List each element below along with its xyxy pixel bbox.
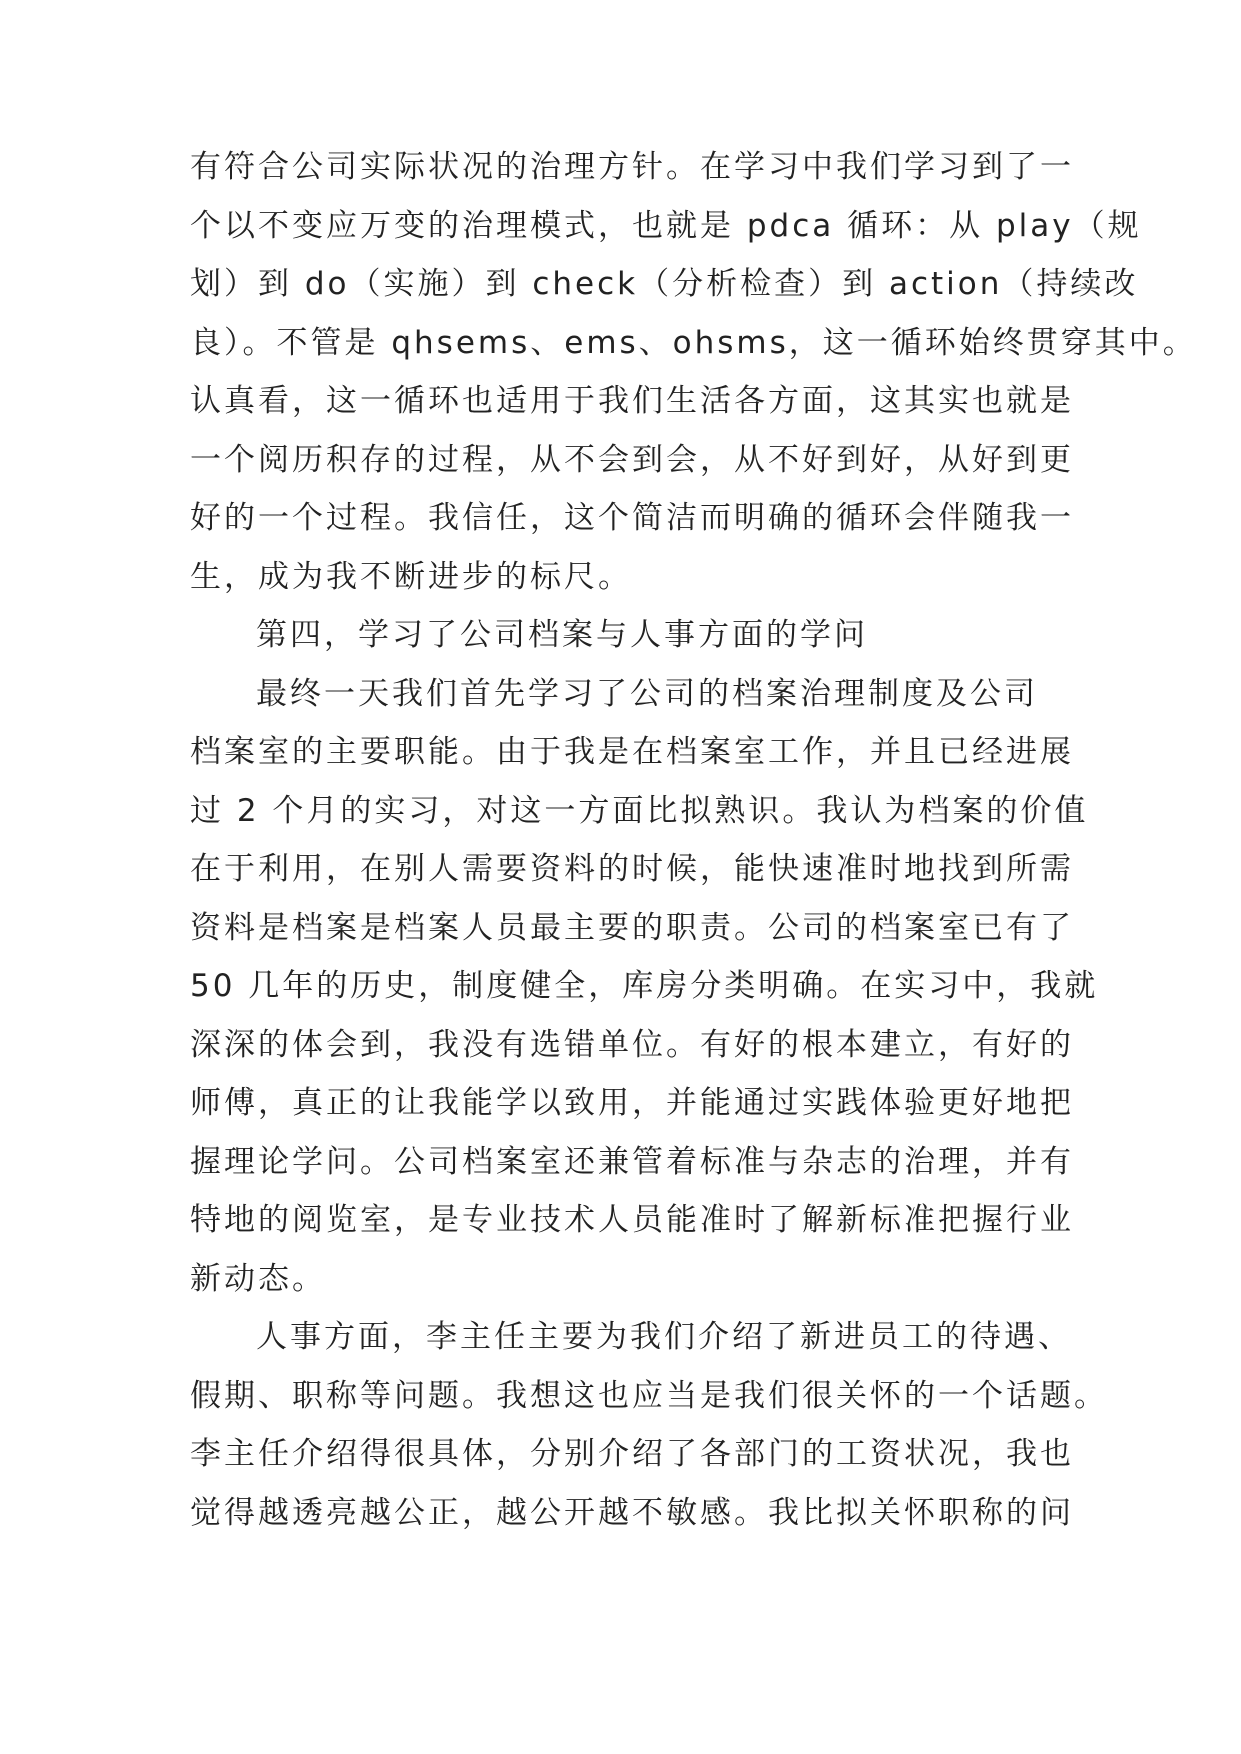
text-line: 资料是档案是档案人员最主要的职责。公司的档案室已有了	[190, 909, 1074, 946]
text-line: 一个阅历积存的过程，从不会到会，从不好到好，从好到更	[190, 441, 1074, 478]
text-line: 有符合公司实际状况的治理方针。在学习中我们学习到了一	[190, 149, 1074, 185]
text-line: 假期、职称等问题。我想这也应当是我们很关怀的一个话题。	[190, 1377, 1108, 1414]
text-line: 特地的阅览室，是专业技术人员能准时了解新标准把握行业	[190, 1202, 1074, 1238]
text-line: 个以不变应万变的治理模式，也就是 pdca 循环：从 play（规	[190, 207, 1142, 244]
text-line: 人事方面，李主任主要为我们介绍了新进员工的待遇、	[256, 1319, 1072, 1355]
text-line: 师傅，真正的让我能学以致用，并能通过实践体验更好地把	[190, 1085, 1074, 1121]
text-line: 过 2 个月的实习，对这一方面比拟熟识。我认为档案的价值	[190, 792, 1089, 829]
text-line: 新动态。	[190, 1260, 326, 1297]
text-line: 在于利用，在别人需要资料的时候，能快速准时地找到所需	[190, 851, 1074, 887]
text-line: 认真看，这一循环也适用于我们生活各方面，这其实也就是	[190, 383, 1074, 419]
text-line: 最终一天我们首先学习了公司的档案治理制度及公司	[256, 675, 1038, 712]
section-heading: 第四，学习了公司档案与人事方面的学问	[256, 617, 868, 653]
document-body	[190, 138, 1197, 1542]
text-line: 握理论学问。公司档案室还兼管着标准与杂志的治理，并有	[190, 1143, 1074, 1180]
text-line: 生，成为我不断进步的标尺。	[190, 558, 632, 595]
text-line: 50 几年的历史，制度健全，库房分类明确。在实习中，我就	[190, 968, 1099, 1004]
text-line: 划）到 do（实施）到 check（分析检查）到 action（持续改	[190, 266, 1139, 302]
text-line: 深深的体会到，我没有选错单位。有好的根本建立，有好的	[190, 1026, 1074, 1063]
text-line: 良）。不管是 qhsems、ems、ohsms，这一循环始终贯穿其中。	[190, 324, 1197, 361]
text-line: 李主任介绍得很具体，分别介绍了各部门的工资状况，我也	[190, 1436, 1074, 1472]
text-line: 档案室的主要职能。由于我是在档案室工作，并且已经进展	[190, 734, 1074, 770]
text-line: 觉得越透亮越公正，越公开越不敏感。我比拟关怀职称的问	[190, 1494, 1074, 1531]
text-line: 好的一个过程。我信任，这个简洁而明确的循环会伴随我一	[190, 500, 1074, 536]
